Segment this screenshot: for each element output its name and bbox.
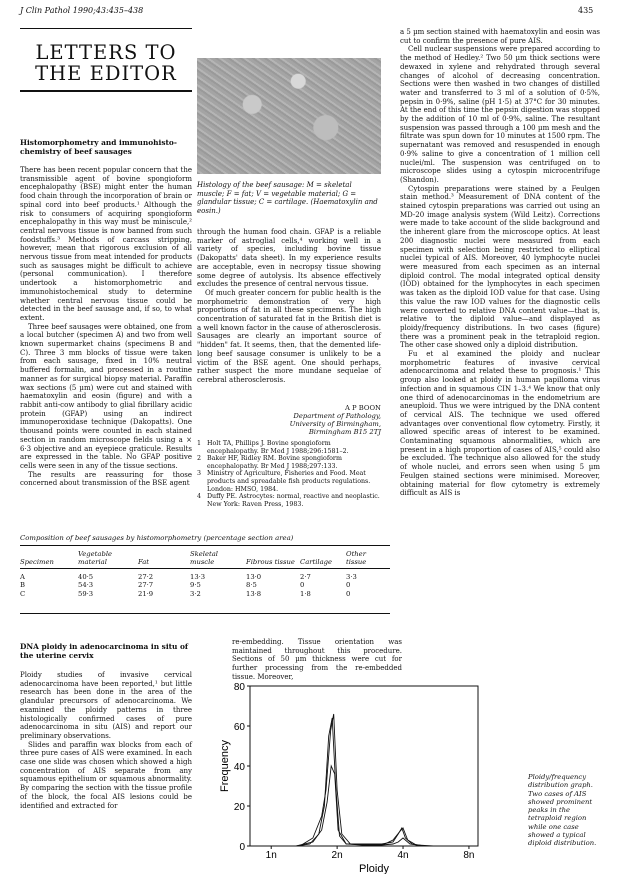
masthead-line-1: LETTERS TO [35, 41, 177, 64]
letter2-title: DNA ploidy in adenocarcinoma in situ of the uterine cervix [20, 642, 189, 660]
letter1-para3: The results are reassuring for those concerned about transmission of the BSE agent [20, 470, 192, 488]
letter1-body-col1 [20, 166, 192, 488]
right-para4: Fu et al examined the ploidy and nuclear morphometric features of invasive cervical adenocarcinoma and related these to prognosis.¹ This group also looked at ploidy in human papilloma virus infection and in squamous CIN 1–3.⁴ We know that only one third of adenocarcinomas in the endometrium are aneuploid. Thus we were intrigued by the DNA content of cervical AIS. The technique we used offered advantages over conventional flow cytometry. Firstly, it allowed specific areas of interest to be examined. Contaminating squamous abnormalities, which are present in a high proportion of cases of AIS,⁵ could also be excluded. The technique also allowed for the study of whole nuclei, and errors seen when using 5 µm Feulgen stained sections were minimised. Moreover, obtaining material for flow cytometry is extremely difficult as AIS is [400, 350, 600, 498]
x-tick-label: 2n [331, 850, 343, 861]
letter1-para4: through the human food chain. GFAP is a reliable marker of astroglial cells,⁴ working well in a variety of species, including bovine tissue (Dakopatts' data sheet). In my experience results are acceptable, even in necropsy tissue showing some degree of autolysis. Its absence effectively excludes the presence of central nervous tissue. [197, 228, 381, 289]
signature-dept: Department of Pathology, [293, 412, 381, 420]
table-header: Skeletal muscle [190, 550, 218, 566]
page-number: 435 [578, 6, 594, 15]
x-tick-label: 1n [265, 850, 277, 861]
table-header-row [20, 550, 390, 569]
table-header: Cartilage [300, 558, 333, 566]
series-line-1 [250, 718, 478, 846]
table-rule-top [20, 545, 390, 546]
composition-table [20, 550, 390, 598]
chart-caption: Ploidy/frequency distribution graph. Two cases of AIS showed prominent peaks in the tetraploid region while one case showed a typical diploid distribution. [528, 773, 597, 848]
series-line-2 [250, 766, 478, 846]
table-header: Vegetable material [78, 550, 113, 566]
reference-item: 4 Duffy PE. Astrocytes: normal, reactive and neoplastic. New York: Raven Press, 1983. [197, 493, 380, 508]
signature [197, 404, 381, 436]
letter2-para2: Slides and paraffin wax blocks from each of three pure cases of AIS were examined. In each case one slide was chosen which showed a high concentration of AIS separate from any squamous epithelium or squamous abnormality. By comparing the section with the tissue profile of the block, the focal AIS lesions could be identified and extracted for [20, 740, 192, 810]
table-row: C 59·3 21·9 3·2 13·8 1·8 0 [20, 589, 351, 598]
letter2-body-col1 [20, 671, 192, 810]
letter1-para2: Three beef sausages were obtained, one from a local butcher (specimen A) and two from well known supermarket chains (specimens B and C). Three 3 mm blocks of tissue were taken from each sausage, fixed in 10% neutral buffered formalin, and processed in a routine manner as for surgical biopsy material. Paraffin wax sections (5 µm) were cut and stained with haematoxylin and eosin (figure) and with a rabbit anti-cow antibody to glial fibrillary acidic protein (GFAP) using an indirect immunoperoxidase technique (Dakopatts). One thousand points were counted in each stained section in random microscope fields using a × 6·3 objective and an eyepiece graticule. Results are expressed in the table. No GFAP positive cells were seen in any of the tissue sections. [20, 322, 192, 470]
right-column-body [400, 28, 600, 498]
signature-city: Birmingham B15 2TJ [308, 428, 381, 436]
x-axis-label: Ploidy [359, 863, 389, 874]
x-tick-label: 8n [463, 850, 475, 861]
reference-item: 2 Baker HF, Ridley RM. Bovine spongioform encephalopathy. Br Med J 1988;297:133. [197, 455, 342, 470]
masthead-rule-bottom [20, 90, 192, 92]
journal-citation: J Clin Pathol 1990;43:435–438 [20, 6, 144, 15]
letter1-para1: There has been recent popular concern that the transmissible agent of bovine spongioform encephalopathy (BSE) might enter the human food chain through the incorporation of brain or spinal cord into beef products.¹ Although the risk to consumers of acquiring spongioform encephalopathy in this way must be miniscule,² central nervous tissue is now banned from such foodstuffs.³ Methods of carcass stripping, however, mean that rigorous exclusion of all nervous tissue from meat intended for products such as sausages might be difficult to achieve (personal communication). I therefore undertook a histomorphometric and immunohistochemical study to determine whether central nervous tissue could be detected in the beef sausage and, if so, to what extent. [20, 166, 192, 322]
table-row: A 40·5 27·2 13·3 13·0 2·7 3·3 [20, 572, 357, 581]
table-header: Fibrous tissue [246, 558, 295, 566]
ploidy-frequency-chart [198, 678, 488, 874]
chart-plot-frame [250, 686, 478, 846]
letter1-title: Histomorphometry and immunohisto-chemistry of beef sausages [20, 138, 177, 156]
table-header: Other tissue [346, 550, 367, 566]
references [197, 440, 381, 508]
reference-item: 1 Holt TA, Phillips J. Bovine spongioform encephalopathy. Br Med J 1988;296:1581–2. [197, 440, 349, 455]
letter2-para1: Ploidy studies of invasive cervical adenocarcinoma have been reported,¹ but little research has been done in the area of the glandular precursors of adenocarcinoma. We examined the ploidy patterns in three histologically confirmed cases of pure adenocarcinoma in situ (AIS) and report our preliminary observations. [20, 671, 192, 740]
reference-item: 3 Ministry of Agriculture, Fisheries and Food. Meat products and spreadable fish products regulations. London: HMSO, 1984. [197, 470, 371, 493]
masthead [20, 42, 192, 84]
y-axis-label: Frequency [219, 740, 231, 792]
table-header: Fat [138, 558, 150, 566]
table-rule-bottom [20, 613, 390, 614]
right-para2: Cell nuclear suspensions were prepared according to the method of Hedley.² Two 50 µm thick sections were dewaxed in xylene and rehydrated through several changes of alcohol of decreasing concentration. Sections were then washed in two changes of distilled water and transferred to 3 ml of a solution of 0·5%, pepsin in 0·9%, saline (pH 1·5) at 37°C for 30 minutes. At the end of this time the pepsin digestion was stopped by the addition of 10 ml of 0·9%, saline. The resultant suspension was passed through a 100 µm mesh and the filtrate was spun down for 10 minutes at 1500 rpm. The supernatant was removed and resuspended in enough 0·9% saline to give a concentration of 1 million cell nuclei/ml. The suspension was centrifuged on to microscope slides using a cytospin microcentrifuge (Shandon). [400, 45, 600, 184]
right-para3: Cytospin preparations were stained by a Feulgen stain method.³ Measurement of DNA content of the stained cytospin preparations was carried out using an MD-20 image analysis system (Wild Leitz). Corrections were made to take account of the slide background and the inherent glare from the microscope optics. At least 200 diagnostic nuclei were measured from each specimen with selection being restricted to elliptical nuclei typical of AIS. Moreover, 40 lymphocyte nuclei were measured from each specimen as an internal diploid control. The modal integrated optical density (IOD) obtained for the lymphocytes in each specimen was taken as the diploid IOD value for that case. Using this value the raw IOD values for the diagnostic cells were converted to relative DNA content value—that is, relative to the diploid value—and displayed as ploidy/frequency distributions. In two cases (figure) there was a prominent peak in the tetraploid region. The other case showed only a diploid distribution. [400, 184, 600, 350]
series-line-3 [250, 714, 478, 846]
letter2-body-col2: re-embedding. Tissue orientation was maintained throughout this procedure. Sections of 50 µm thickness were cut for further processing from the re-embedded tissue. Moreover, [232, 638, 402, 681]
y-tick-label: 0 [239, 842, 245, 853]
x-tick-label: 4n [397, 850, 409, 861]
letter1-body-col2 [197, 228, 381, 385]
y-tick-label: 80 [233, 682, 245, 693]
masthead-line-2: THE EDITOR [35, 62, 177, 85]
y-tick-label: 40 [233, 762, 245, 773]
y-tick-label: 60 [233, 722, 245, 733]
signature-name: A P BOON [344, 404, 381, 412]
signature-univ: University of Birmingham, [289, 420, 381, 428]
right-para1: a 5 µm section stained with haematoxylin and eosin was cut to confirm the presence of pure AIS. [400, 28, 600, 45]
table-row: B 54·3 27·7 9·5 8·5 0 0 [20, 581, 351, 589]
histology-figure [197, 58, 381, 174]
masthead-rule-top [20, 28, 192, 29]
table-caption: Composition of beef sausages by histomorphometry (percentage section area) [20, 534, 294, 542]
table-header: Specimen [20, 558, 54, 566]
letter1-para5: Of much greater concern for public health is the morphometric demonstration of very high proportions of fat in all these specimens. The high concentration of saturated fat in the British diet is a well known factor in the cause of atherosclerosis. Sausages are clearly an important source of "hidden" fat. It seems, then, that the demented life-long beef sausage consumer is unlikely to be a victim of the BSE agent. One should perhaps, rather suspect the more mundane sequelae of cerebral atherosclerosis. [197, 288, 381, 384]
histology-caption: Histology of the beef sausage: M = skeletal muscle; F = fat; V = vegetable material; G = glandular tissue; C = cartilage. (Haematoxylin and eosin.) [197, 181, 378, 215]
y-tick-label: 20 [233, 802, 245, 813]
